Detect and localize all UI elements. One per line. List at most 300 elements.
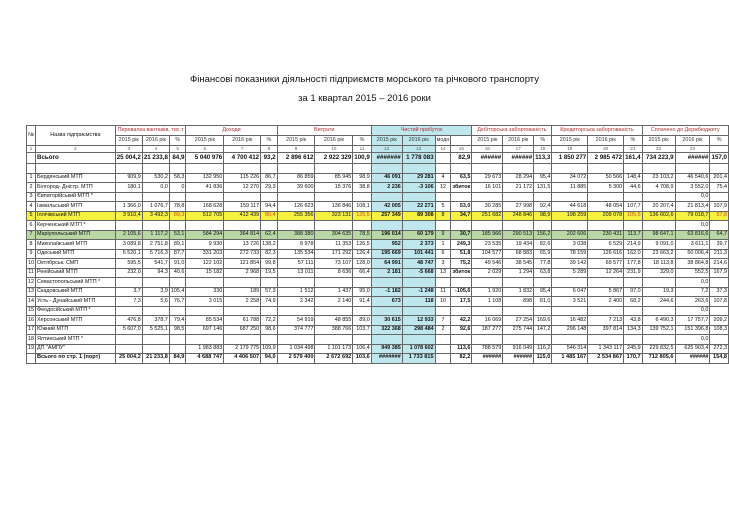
column-number: 18 bbox=[534, 146, 552, 153]
cell-value: 1 294 bbox=[503, 268, 534, 278]
cell-value: 77,8 bbox=[534, 259, 552, 269]
cell-value: 30 615 bbox=[371, 316, 402, 326]
table-row bbox=[27, 221, 729, 231]
cell-value: 85 945 bbox=[315, 173, 353, 183]
header-sub: % bbox=[710, 136, 729, 146]
cell-value: 909,9 bbox=[115, 173, 142, 183]
cell-value bbox=[169, 221, 186, 231]
cell-value: 388 766 bbox=[315, 325, 353, 335]
cell-value: 2 896 612 bbox=[277, 153, 315, 164]
cell-value bbox=[503, 306, 534, 316]
table-row bbox=[27, 325, 729, 335]
header-group: Сплачено до Держбюджету bbox=[642, 126, 728, 136]
cell-value bbox=[642, 164, 675, 174]
cell-value: 78,8 bbox=[169, 202, 186, 212]
header-sub: 2016 рік bbox=[142, 136, 169, 146]
cell-value: 99,8 bbox=[261, 259, 278, 269]
cell-value: ###### bbox=[503, 153, 534, 164]
table-row bbox=[27, 259, 729, 269]
cell-value: -105,6 bbox=[451, 287, 472, 297]
cell-value bbox=[642, 278, 675, 288]
cell-value: -3 106 bbox=[402, 183, 435, 193]
company-name: Ялтинський МТП * bbox=[36, 335, 116, 345]
cell-value: 135 534 bbox=[277, 249, 315, 259]
cell-value bbox=[277, 278, 315, 288]
cell-value: 84,9 bbox=[169, 153, 186, 164]
cell-value: 134,3 bbox=[624, 325, 642, 335]
cell-value: 249,3 bbox=[451, 240, 472, 250]
cell-value bbox=[224, 192, 261, 202]
cell-value: 2 236 bbox=[371, 183, 402, 193]
cell-value: 378,7 bbox=[142, 316, 169, 326]
cell-value: 298 484 bbox=[402, 325, 435, 335]
cell-value: 209 078 bbox=[588, 211, 624, 221]
cell-value: 187 277 bbox=[472, 325, 503, 335]
cell-value bbox=[142, 344, 169, 354]
cell-value: 58,3 bbox=[169, 173, 186, 183]
cell-value bbox=[261, 278, 278, 288]
header-sub: % bbox=[169, 136, 186, 146]
cell-value: 244,6 bbox=[642, 297, 675, 307]
company-name: Усть - Дунайський МТП bbox=[36, 297, 116, 307]
cell-value bbox=[642, 192, 675, 202]
cell-value bbox=[353, 306, 371, 316]
row-number: 10 bbox=[27, 259, 36, 269]
cell-value: 2 373 bbox=[402, 240, 435, 250]
cell-value: 68,2 bbox=[624, 297, 642, 307]
cell-value: 0,0 bbox=[675, 192, 710, 202]
cell-value: 126,4 bbox=[353, 249, 371, 259]
cell-value: 734 223,9 bbox=[642, 153, 675, 164]
cell-value: 76,7 bbox=[169, 297, 186, 307]
cell-value bbox=[224, 306, 261, 316]
company-name: Євпаторійський МТП * bbox=[36, 192, 116, 202]
cell-value bbox=[353, 164, 371, 174]
cell-value: 7 bbox=[435, 316, 451, 326]
cell-value: 1 078 602 bbox=[402, 344, 435, 354]
cell-value: 44,6 bbox=[624, 183, 642, 193]
company-name: Севастопольський МТП * bbox=[36, 278, 116, 288]
cell-value: 159 117 bbox=[224, 202, 261, 212]
cell-value bbox=[534, 306, 552, 316]
cell-value: 1 733 815 bbox=[402, 354, 435, 364]
cell-value: 177,8 bbox=[624, 259, 642, 269]
cell-value: 100,9 bbox=[353, 153, 371, 164]
cell-value bbox=[115, 306, 142, 316]
cell-value: 86 859 bbox=[277, 173, 315, 183]
cell-value: 9 930 bbox=[186, 240, 224, 250]
cell-value: 105,4 bbox=[169, 287, 186, 297]
cell-value: 91,4 bbox=[353, 297, 371, 307]
cell-value: 48 054 bbox=[588, 202, 624, 212]
column-number: 3 bbox=[115, 146, 142, 153]
cell-value: 552,5 bbox=[675, 268, 710, 278]
cell-value: 82,6 bbox=[534, 240, 552, 250]
cell-value: 98 647,1 bbox=[642, 230, 675, 240]
cell-value bbox=[315, 192, 353, 202]
cell-value: 92,6 bbox=[451, 325, 472, 335]
cell-value: 3 492,3 bbox=[142, 211, 169, 221]
cell-value bbox=[435, 164, 451, 174]
company-name: Южний МТП bbox=[36, 325, 116, 335]
cell-value: 1 076,7 bbox=[142, 202, 169, 212]
cell-value: 9 091,0 bbox=[642, 240, 675, 250]
header-sub: % bbox=[534, 136, 552, 146]
cell-value: 180,1 bbox=[115, 183, 142, 193]
cell-value bbox=[169, 344, 186, 354]
cell-value: 126,5 bbox=[353, 240, 371, 250]
cell-value: 3 038 bbox=[552, 240, 588, 250]
cell-value bbox=[371, 164, 402, 174]
cell-value bbox=[588, 221, 624, 231]
cell-value: 13 bbox=[435, 268, 451, 278]
header-sub: 2016 рік bbox=[675, 136, 710, 146]
cell-value: 6 047 bbox=[552, 287, 588, 297]
cell-value: 8 978 bbox=[277, 240, 315, 250]
cell-value bbox=[353, 192, 371, 202]
cell-value bbox=[472, 278, 503, 288]
cell-value: 272 733 bbox=[224, 249, 261, 259]
cell-value: 171 292 bbox=[315, 249, 353, 259]
cell-value: 30 285 bbox=[472, 202, 503, 212]
cell-value: 1 512 bbox=[277, 287, 315, 297]
cell-value bbox=[261, 306, 278, 316]
cell-value: 65,9 bbox=[534, 249, 552, 259]
cell-value bbox=[435, 278, 451, 288]
row-number: 8 bbox=[27, 240, 36, 250]
cell-value bbox=[435, 306, 451, 316]
cell-value: 2 751,8 bbox=[142, 240, 169, 250]
table-row bbox=[27, 192, 729, 202]
header-group: Доходи bbox=[186, 126, 277, 136]
cell-value bbox=[315, 164, 353, 174]
cell-value: 5 bbox=[435, 202, 451, 212]
cell-value bbox=[451, 192, 472, 202]
cell-value bbox=[534, 335, 552, 345]
cell-value bbox=[353, 221, 371, 231]
cell-value: ###### bbox=[503, 354, 534, 364]
cell-value bbox=[261, 164, 278, 174]
column-number: 11 bbox=[353, 146, 371, 153]
cell-value bbox=[710, 335, 729, 345]
cell-value: 1 850 277 bbox=[552, 153, 588, 164]
cell-value: 541,7 bbox=[142, 259, 169, 269]
cell-value: 162,0 bbox=[624, 249, 642, 259]
row-number: 13 bbox=[27, 287, 36, 297]
cell-value: 19,5 bbox=[261, 268, 278, 278]
cell-value: 48 747 bbox=[402, 259, 435, 269]
cell-value: 3 552,0 bbox=[675, 183, 710, 193]
cell-value: 23 103,2 bbox=[642, 173, 675, 183]
cell-value: 169,6 bbox=[534, 316, 552, 326]
cell-value: 148,4 bbox=[624, 173, 642, 183]
header-sub: % bbox=[624, 136, 642, 146]
cell-value: 63,8 bbox=[534, 268, 552, 278]
cell-value: 57 111 bbox=[277, 259, 315, 269]
header-sub: 2016 рік bbox=[503, 136, 534, 146]
cell-value: 43,8 bbox=[624, 316, 642, 326]
cell-value: 89 308 bbox=[402, 211, 435, 221]
cell-value bbox=[552, 278, 588, 288]
cell-value: 19 434 bbox=[503, 240, 534, 250]
cell-value: 78,5 bbox=[353, 230, 371, 240]
spacer-row bbox=[27, 164, 729, 174]
cell-value: 167,9 bbox=[710, 268, 729, 278]
cell-value: 476,8 bbox=[115, 316, 142, 326]
cell-value: 6 520,1 bbox=[115, 249, 142, 259]
cell-value: 201,4 bbox=[710, 173, 729, 183]
cell-value bbox=[552, 164, 588, 174]
table-row bbox=[27, 230, 729, 240]
cell-value bbox=[277, 192, 315, 202]
cell-value: 214,9 bbox=[624, 240, 642, 250]
cell-value: 13 726 bbox=[224, 240, 261, 250]
column-number bbox=[710, 146, 729, 153]
cell-value bbox=[642, 221, 675, 231]
cell-value bbox=[642, 306, 675, 316]
cell-value bbox=[142, 164, 169, 174]
cell-value: 50 566 bbox=[588, 173, 624, 183]
cell-value: 788 579 bbox=[472, 344, 503, 354]
table-row bbox=[27, 297, 729, 307]
cell-value: 81,0 bbox=[534, 297, 552, 307]
cell-value: 87,7 bbox=[169, 249, 186, 259]
document-subtitle: за 1 квартал 2015 – 2016 роки bbox=[298, 93, 431, 104]
cell-value: 329,0 bbox=[642, 268, 675, 278]
cell-value: 39 142 bbox=[552, 259, 588, 269]
cell-value: 304 635 bbox=[315, 230, 353, 240]
cell-value: 6 529 bbox=[588, 240, 624, 250]
cell-value bbox=[435, 344, 451, 354]
cell-value bbox=[552, 306, 588, 316]
cell-value: 290 513 bbox=[503, 230, 534, 240]
company-name: Керченський МТП * bbox=[36, 221, 116, 231]
cell-value bbox=[710, 278, 729, 288]
cell-value bbox=[115, 164, 142, 174]
cell-value bbox=[451, 164, 472, 174]
cell-value: 89,3 bbox=[169, 211, 186, 221]
cell-value bbox=[186, 164, 224, 174]
column-number: 13 bbox=[402, 146, 435, 153]
header-sub: 2015 рік bbox=[472, 136, 503, 146]
cell-value: 1 983 883 bbox=[186, 344, 224, 354]
cell-value: 10 bbox=[435, 297, 451, 307]
cell-value bbox=[402, 278, 435, 288]
cell-value: 2 105,6 bbox=[115, 230, 142, 240]
cell-value: 331 203 bbox=[186, 249, 224, 259]
cell-value bbox=[435, 153, 451, 164]
header-sub: 2016 рік bbox=[588, 136, 624, 146]
header-sub: 2016 рік bbox=[224, 136, 261, 146]
cell-value: ####### bbox=[371, 354, 402, 364]
cell-value: 107,7 bbox=[624, 202, 642, 212]
cell-value: 1 bbox=[435, 240, 451, 250]
cell-value: 625 903,4 bbox=[675, 344, 710, 354]
cell-value bbox=[588, 164, 624, 174]
cell-value: 263,6 bbox=[675, 297, 710, 307]
cell-value bbox=[451, 221, 472, 231]
cell-value bbox=[142, 221, 169, 231]
company-name: Миколаївський МТП bbox=[36, 240, 116, 250]
cell-value bbox=[224, 278, 261, 288]
cell-value: 198 259 bbox=[552, 211, 588, 221]
cell-value: 3 015 bbox=[186, 297, 224, 307]
cell-value bbox=[277, 306, 315, 316]
cell-value bbox=[402, 335, 435, 345]
cell-value bbox=[534, 192, 552, 202]
column-number: 23 bbox=[675, 146, 710, 153]
cell-value: 2 342 bbox=[277, 297, 315, 307]
cell-value bbox=[503, 192, 534, 202]
cell-value: 85 534 bbox=[186, 316, 224, 326]
row-number: 16 bbox=[27, 316, 36, 326]
cell-value: 154,8 bbox=[710, 354, 729, 364]
cell-value bbox=[451, 278, 472, 288]
cell-value: 89,0 bbox=[353, 316, 371, 326]
company-name: Одеський МТП bbox=[36, 249, 116, 259]
cell-value: 8 636 bbox=[315, 268, 353, 278]
cell-value: 1 034 498 bbox=[277, 344, 315, 354]
cell-value: 296 148 bbox=[552, 325, 588, 335]
cell-value: збиток bbox=[451, 268, 472, 278]
header-group: Кредиторська заборгованість bbox=[552, 126, 642, 136]
cell-value: 16 069 bbox=[472, 316, 503, 326]
cell-value: 69 577 bbox=[588, 259, 624, 269]
cell-value: 16 482 bbox=[552, 316, 588, 326]
row-number: 2 bbox=[27, 183, 36, 193]
column-number: 22 bbox=[642, 146, 675, 153]
cell-value: 75,4 bbox=[710, 183, 729, 193]
cell-value: 12 264 bbox=[588, 268, 624, 278]
cell-value: 139 752,1 bbox=[642, 325, 675, 335]
cell-value: 101 441 bbox=[402, 249, 435, 259]
cell-value: 275 744 bbox=[503, 325, 534, 335]
row-number: 19 bbox=[27, 344, 36, 354]
cell-value: 64 991 bbox=[371, 259, 402, 269]
cell-value bbox=[186, 221, 224, 231]
cell-value: 248 846 bbox=[503, 211, 534, 221]
cell-value: 18 113,8 bbox=[642, 259, 675, 269]
cell-value bbox=[315, 221, 353, 231]
cell-value: 49 546 bbox=[472, 259, 503, 269]
cell-value bbox=[710, 164, 729, 174]
cell-value bbox=[353, 278, 371, 288]
table-row bbox=[27, 278, 729, 288]
company-name bbox=[36, 164, 116, 174]
cell-value: 4 700 412 bbox=[224, 153, 261, 164]
header-row-groups bbox=[27, 126, 729, 136]
cell-value: 2 534 867 bbox=[588, 354, 624, 364]
cell-value: збиток bbox=[451, 183, 472, 193]
cell-value: 1 366,0 bbox=[115, 202, 142, 212]
cell-value: 29,3 bbox=[261, 183, 278, 193]
cell-value: 7,3 bbox=[115, 297, 142, 307]
cell-value: 3,9 bbox=[142, 287, 169, 297]
cell-value: 196 014 bbox=[371, 230, 402, 240]
table-row bbox=[27, 173, 729, 183]
column-number: 9 bbox=[277, 146, 315, 153]
table-row bbox=[27, 211, 729, 221]
cell-value: 105,5 bbox=[624, 211, 642, 221]
cell-value: 15 376 bbox=[315, 183, 353, 193]
cell-value: 1 101 173 bbox=[315, 344, 353, 354]
cell-value: 697 146 bbox=[186, 325, 224, 335]
cell-value: 170,7 bbox=[624, 354, 642, 364]
cell-value: 530,2 bbox=[142, 173, 169, 183]
cell-value: 116,2 bbox=[534, 344, 552, 354]
cell-value bbox=[435, 354, 451, 364]
cell-value: 29 673 bbox=[472, 173, 503, 183]
cell-value: 29 281 bbox=[402, 173, 435, 183]
cell-value: 27 998 bbox=[503, 202, 534, 212]
row-number bbox=[27, 153, 36, 164]
cell-value: 95,4 bbox=[534, 173, 552, 183]
cell-value: 17 757,7 bbox=[675, 316, 710, 326]
cell-value: 202 606 bbox=[552, 230, 588, 240]
cell-value: 22 271 bbox=[402, 202, 435, 212]
cell-value: 95,0 bbox=[353, 287, 371, 297]
cell-value: 3 089,8 bbox=[115, 240, 142, 250]
column-number: 10 bbox=[315, 146, 353, 153]
row-number: 18 bbox=[27, 335, 36, 345]
cell-value: 8 bbox=[435, 211, 451, 221]
cell-value: 44 618 bbox=[552, 202, 588, 212]
cell-value: 673 bbox=[371, 297, 402, 307]
cell-value: 136 602,6 bbox=[642, 211, 675, 221]
cell-value bbox=[371, 306, 402, 316]
cell-value bbox=[710, 192, 729, 202]
cell-value: 60 179 bbox=[402, 230, 435, 240]
cell-value: 388 380 bbox=[277, 230, 315, 240]
cell-value: 21 233,8 bbox=[142, 153, 169, 164]
cell-value: 0,0 bbox=[675, 221, 710, 231]
cell-value: 168 628 bbox=[186, 202, 224, 212]
cell-value bbox=[371, 221, 402, 231]
company-name: Всього по стр. 1 (порт) bbox=[36, 354, 116, 364]
cell-value bbox=[261, 192, 278, 202]
cell-value: 11 bbox=[435, 287, 451, 297]
cell-value: 20 207,4 bbox=[642, 202, 675, 212]
row-number: 12 bbox=[27, 278, 36, 288]
cell-value: 126,5 bbox=[353, 211, 371, 221]
cell-value: 229 832,5 bbox=[642, 344, 675, 354]
cell-value: 6 bbox=[435, 249, 451, 259]
cell-value bbox=[277, 221, 315, 231]
cell-value: 108,1 bbox=[353, 202, 371, 212]
cell-value: 323 131 bbox=[315, 211, 353, 221]
header-sub: 2015 рік bbox=[552, 136, 588, 146]
cell-value: 255 356 bbox=[277, 211, 315, 221]
header-sub: 2015 рік bbox=[115, 136, 142, 146]
cell-value bbox=[624, 164, 642, 174]
cell-value bbox=[142, 306, 169, 316]
cell-value bbox=[261, 335, 278, 345]
cell-value: 189 bbox=[224, 287, 261, 297]
cell-value bbox=[534, 278, 552, 288]
column-number: 15 bbox=[451, 146, 472, 153]
cell-value: 3,7 bbox=[115, 287, 142, 297]
cell-value: 98,9 bbox=[353, 173, 371, 183]
cell-value: 230 431 bbox=[588, 230, 624, 240]
company-name: ДП "АМПУ" bbox=[36, 344, 116, 354]
cell-value: 257 349 bbox=[371, 211, 402, 221]
cell-value: 12 bbox=[435, 183, 451, 193]
column-number: 2 bbox=[36, 146, 116, 153]
cell-value: ###### bbox=[472, 354, 503, 364]
cell-value: 103,6 bbox=[353, 354, 371, 364]
cell-value: 118 bbox=[402, 297, 435, 307]
cell-value: 21 172 bbox=[503, 183, 534, 193]
